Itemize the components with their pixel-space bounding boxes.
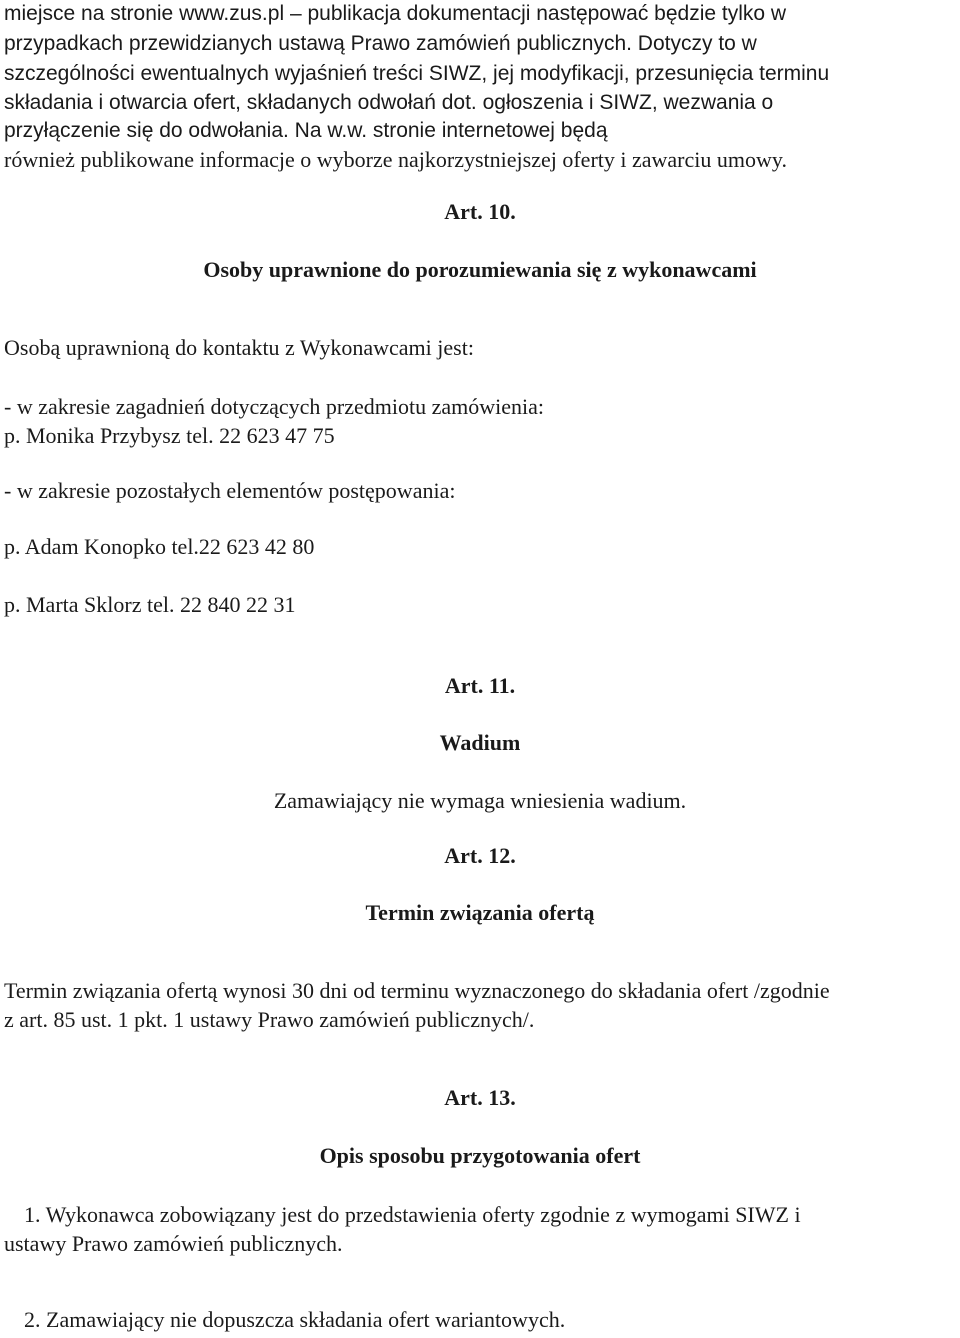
- art11-title: Wadium: [439, 730, 521, 755]
- intro-line-3: szczególności ewentualnych wyjaśnień treści SIWZ, jej modyfikacji, przesunięcia terminu: [4, 62, 830, 85]
- art10-lead: Osobą uprawnioną do kontaktu z Wykonawcami jest:: [4, 335, 474, 360]
- art10-title: Osoby uprawnione do porozumiewania się z wykonawcami: [203, 257, 757, 282]
- art10-scope-2: - w zakresie pozostałych elementów postępowania:: [4, 478, 456, 503]
- art10-contact-3: p. Marta Sklorz tel. 22 840 22 31: [4, 592, 296, 617]
- intro-line-2: przypadkach przewidzianych ustawą Prawo zamówień publicznych. Dotyczy to w: [4, 32, 757, 55]
- art10-contact-1: p. Monika Przybysz tel. 22 623 47 75: [4, 423, 335, 448]
- art11-number: Art. 11.: [444, 673, 516, 698]
- intro-line-1: miejsce na stronie www.zus.pl – publikacja dokumentacji następować będzie tylko w: [4, 2, 787, 25]
- art13-item-1-line-2: ustawy Prawo zamówień publicznych.: [4, 1231, 343, 1256]
- art13-item-2: 2. Zamawiający nie dopuszcza składania ofert wariantowych.: [24, 1307, 566, 1332]
- art13-number: Art. 13.: [444, 1085, 516, 1110]
- art11-text: Zamawiający nie wymaga wniesienia wadium.: [273, 788, 687, 813]
- art12-number: Art. 12.: [444, 843, 516, 868]
- art10-number: Art. 10.: [444, 199, 516, 224]
- art10-scope-1: - w zakresie zagadnień dotyczących przedmiotu zamówienia:: [4, 394, 544, 419]
- intro-line-6: również publikowane informacje o wyborze najkorzystniejszej oferty i zawarciu umowy.: [4, 147, 787, 172]
- art12-line-1: Termin związania ofertą wynosi 30 dni od terminu wyznaczonego do składania ofert /zgodnie: [4, 978, 830, 1003]
- art10-contact-2: p. Adam Konopko tel.22 623 42 80: [4, 534, 315, 559]
- art12-line-2: z art. 85 ust. 1 pkt. 1 ustawy Prawo zamówień publicznych/.: [4, 1007, 535, 1032]
- art12-title: Termin związania ofertą: [365, 900, 595, 925]
- intro-line-4: składania i otwarcia ofert, składanych odwołań dot. ogłoszenia i SIWZ, wezwania o: [4, 91, 774, 114]
- art13-item-1-line-1: 1. Wykonawca zobowiązany jest do przedstawienia oferty zgodnie z wymogami SIWZ i: [24, 1202, 801, 1227]
- art13-title: Opis sposobu przygotowania ofert: [319, 1143, 641, 1168]
- intro-line-5: przyłączenie się do odwołania. Na w.w. stronie internetowej będą: [4, 119, 608, 142]
